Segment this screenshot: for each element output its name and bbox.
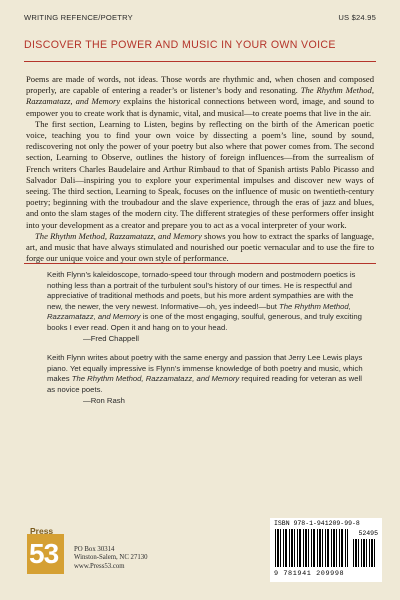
description-paragraph-2: The first section, Learning to Listen, begins by reflecting on the birth of the American poetic voice, teaching you to find your own voice by dissecting a poem’s line, sound by sound, rediscovering not only the power of your poetry but also where that power comes from. The second section, Learning to Observe, outlines the history of foreign influences—from the surrealism of French writers Charles Baudelaire and Arthur Rimbaud to that of Spanish artists Pablo Picasso and Salvador Dali—inspiring you to explore your experimental impulses and discover new ways of seeing. The third section, Learning to Speak, focuses on the influence of music on twentieth-century poetry; beginning with the troubadour and the slave experience, through the eras of jazz and blues, and onto the slam stages of the modern city. The different strategies of these performers offer insight into your development as a creator and prepare you to act as a vocal interpreter of your work. bbox=[26, 118, 374, 230]
book-title: The Rhythm Method, Razzamatazz, and Memory bbox=[35, 230, 202, 241]
blurb-text: Keith Flynn’s kaleidoscope, tornado-speed tour through modern and postmodern poetics is nothing less than a portrait of the turbulent soul’s history of our times. He is respectful and appreciative of traditional methods and poets, but his more ardent sympathies are with the new, the newer, the very newest. Informative—oh, yes indeed!—but The Rhythm Method, Razzamatazz, and Memory is one of the most engaging, soulful, generous, and truly exciting books I ever read. Open it and hang on to your head. bbox=[47, 270, 362, 332]
isbn-label: ISBN 978-1-941209-99-8 bbox=[274, 520, 360, 527]
barcode-digits: 9 781941 209998 bbox=[274, 570, 345, 578]
description-paragraph-1: Poems are made of words, not ideas. Those words are rhythmic and, when chosen and composed properly, are capable of entering a reader’s or listener’s body and resonating. The Rhythm Method, Razzamatazz, and Memory explains the historical connections between word, image, and sound to empower you to create work that is dynamic, vital, and musical—to create poems that live in the air. bbox=[26, 74, 375, 118]
blurb-rash bbox=[47, 353, 364, 406]
publisher-address: PO Box 30314 Winston-Salem, NC 27130 www.Press53.com bbox=[74, 546, 148, 570]
blurb-author: —Ron Rash bbox=[83, 395, 125, 405]
price-label: US $24.95 bbox=[338, 13, 376, 22]
headline: DISCOVER THE POWER AND MUSIC IN YOUR OWN VOICE bbox=[24, 39, 336, 51]
publisher-website: www.Press53.com bbox=[74, 562, 125, 570]
blurb-text: Keith Flynn writes about poetry with the same energy and passion that Jerry Lee Lewis plays piano. Yet equally impressive is Flynn’s immense knowledge of both poetry and music, which makes The Rhythm Method, Razzamatazz, and Memory required reading for veteran as well as novice poets. bbox=[47, 353, 363, 394]
price-code: 52495 bbox=[358, 530, 378, 537]
top-bar bbox=[24, 13, 376, 22]
blurb-chappell bbox=[47, 270, 364, 344]
blurbs bbox=[47, 270, 364, 415]
barcode-bars bbox=[275, 529, 348, 567]
publisher-logo bbox=[27, 526, 64, 574]
category-label: WRITING REFENCE/POETRY bbox=[24, 13, 133, 22]
blurb-author: —Fred Chappell bbox=[83, 333, 139, 343]
description-paragraph-3: The Rhythm Method, Razzamatazz, and Memory shows you how to extract the sparks of language, art, and music that have always stimulated and nourished our poetic vernacular and to use the fire to forge our unique voice and your own style of performance. bbox=[26, 230, 375, 264]
logo-word: Press bbox=[30, 526, 54, 536]
barcode bbox=[270, 518, 382, 582]
description-body bbox=[26, 74, 374, 264]
logo-number: 53 bbox=[29, 538, 59, 569]
divider-top bbox=[24, 61, 376, 62]
book-title: The Rhythm Method, Razzamatazz, and Memory bbox=[26, 85, 375, 107]
divider-middle bbox=[24, 263, 376, 264]
barcode-addon-bars bbox=[353, 539, 377, 567]
